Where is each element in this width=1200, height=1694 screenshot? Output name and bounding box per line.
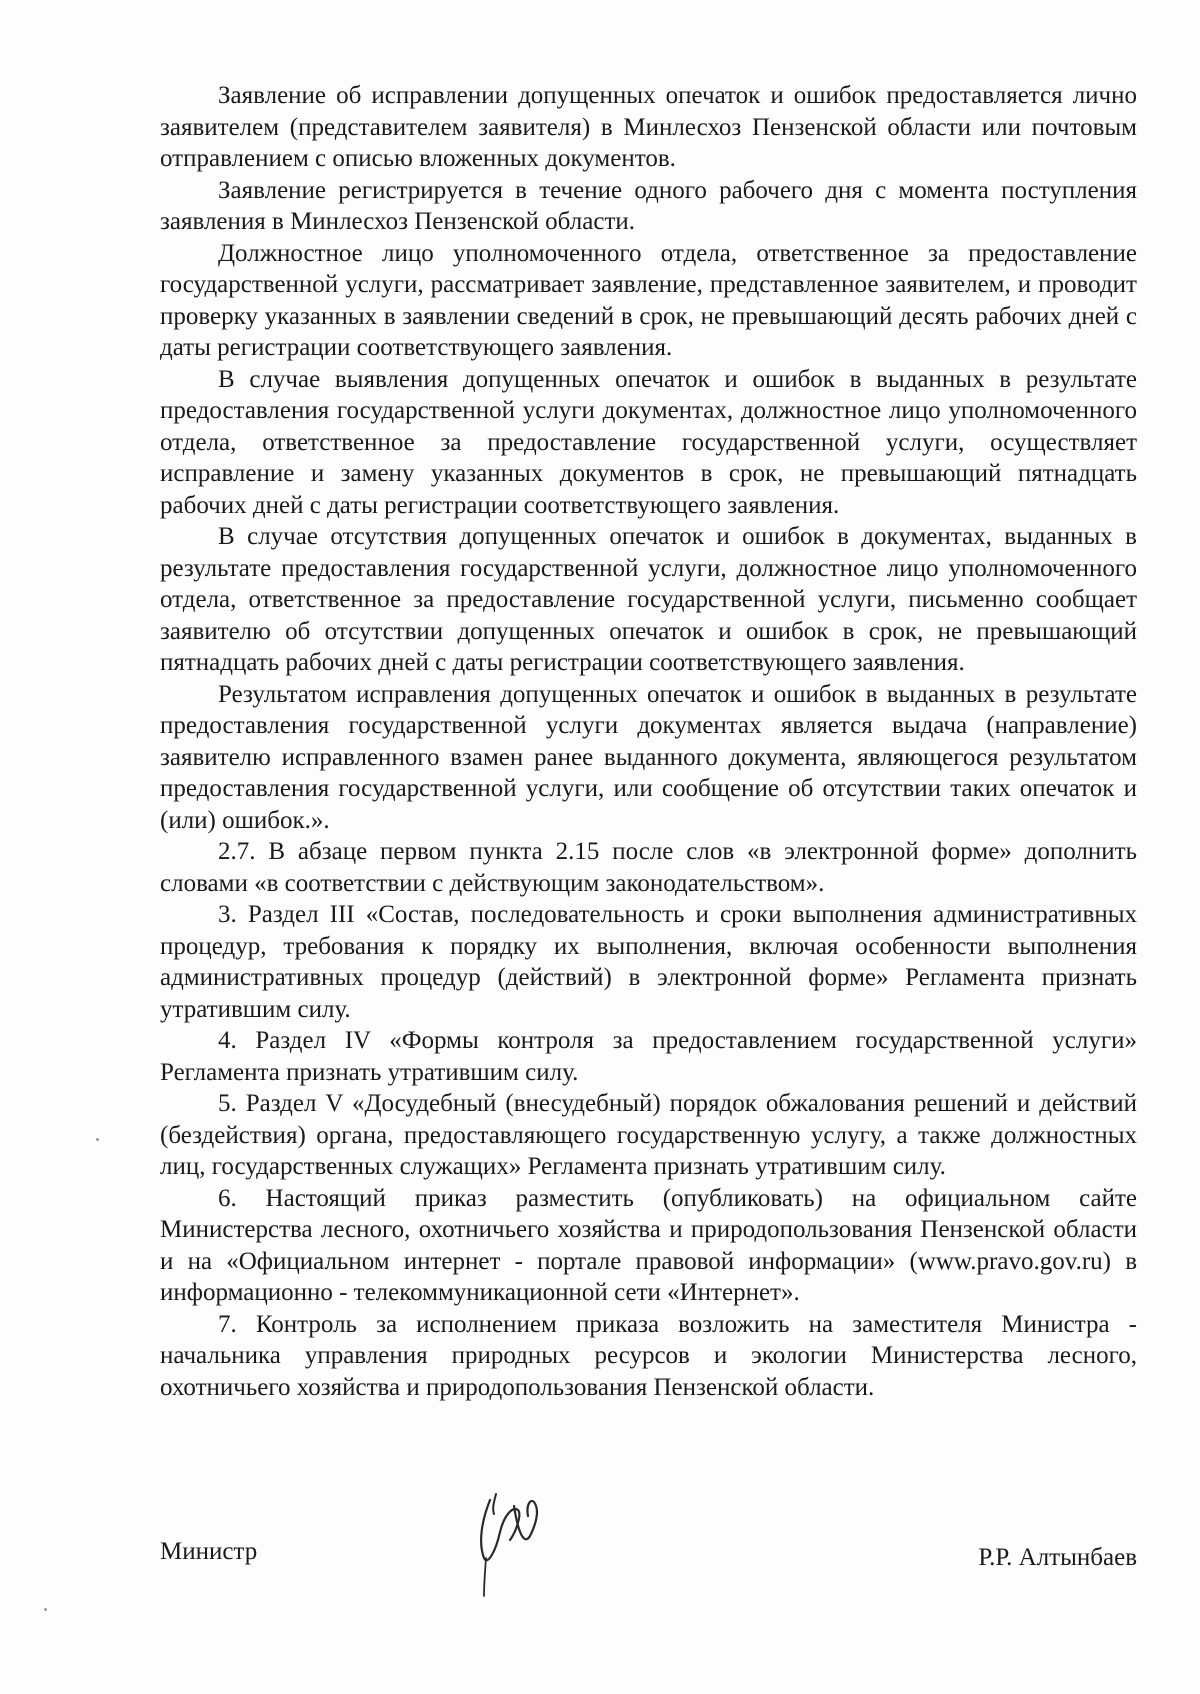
paragraph-10: 5. Раздел V «Досудебный (внесудебный) порядок обжалования решений и действий (бездействия) органа, предоставляющего государственную услугу, а также должностных лиц, государственных служащих» Регламента признать утратившим силу. [160,1090,1137,1180]
paragraph-6: Результатом исправления допущенных опечаток и ошибок в выданных в результате предоставления государственной услуги документах является выдача (направление) заявителю исправленного взамен ранее выданного документа, являющегося результатом предоставления государственной услуги, или сообщение об отсутствии таких опечаток и (или) ошибок.». [160,680,1137,834]
handwritten-signature-icon [460,1480,560,1600]
signatory-title: Министр [160,1538,258,1565]
scan-artifact [96,1138,99,1141]
paragraph-1: Заявление об исправлении допущенных опечаток и ошибок предоставляется лично заявителем (представителем заявителя) в Минлесхоз Пензенской области или почтовым отправлением с описью вложенных документов. [160,82,1137,172]
paragraph-7: 2.7. В абзаце первом пункта 2.15 после слов «в электронной форме» дополнить словами «в соответствии с действующим законодательством». [160,838,1137,897]
signature-block [160,1480,1137,1630]
signatory-name: Р.Р. Алтынбаев [978,1544,1137,1571]
paragraph-5: В случае отсутствия допущенных опечаток и ошибок в документах, выданных в результате предоставления государственной услуги, должностное лицо уполномоченного отдела, ответственное за предоставление государственной услуги, письменно сообщает заявителю об отсутствии допущенных опечаток и ошибок в срок, не превышающий пятнадцать рабочих дней с даты регистрации соответствующего заявления. [160,523,1137,676]
document-body [160,80,1137,1403]
paragraph-12: 7. Контроль за исполнением приказа возложить на заместителя Министра - начальника управления природных ресурсов и экологии Министерства лесного, охотничьего хозяйства и природопользования Пензенской области. [160,1310,1137,1401]
scan-artifact [44,1608,47,1611]
paragraph-11: 6. Настоящий приказ разместить (опубликовать) на официальном сайте Министерства лесного, охотничьего хозяйства и природопользования Пензенской области и на «Официальном интернет - портале правовой информации» (www.pravo.gov.ru) в информационно - телекоммуникационной сети «Интернет». [160,1184,1137,1306]
paragraph-2: Заявление регистрируется в течение одного рабочего дня с момента поступления заявления в Минлесхоз Пензенской области. [160,176,1137,235]
paragraph-9: 4. Раздел IV «Формы контроля за предоставлением государственной услуги» Регламента признать утратившим силу. [160,1027,1137,1086]
paragraph-4: В случае выявления допущенных опечаток и ошибок в выданных в результате предоставления государственной услуги документах, должностное лицо уполномоченного отдела, ответственное за предоставление государственной услуги, осуществляет исправление и замену указанных документов в срок, не превышающий пятнадцать рабочих дней с даты регистрации соответствующего заявления. [160,365,1137,519]
paragraph-8: 3. Раздел III «Состав, последовательность и сроки выполнения административных процедур, требования к порядку их выполнения, включая особенности выполнения административных процедур (действий) в электронной форме» Регламента признать утратившим силу. [160,901,1137,1023]
paragraph-3: Должностное лицо уполномоченного отдела, ответственное за предоставление государственной услуги, рассматривает заявление, представленное заявителем, и проводит проверку указанных в заявлении сведений в срок, не превышающий десять рабочих дней с даты регистрации соответствующего заявления. [160,239,1137,361]
